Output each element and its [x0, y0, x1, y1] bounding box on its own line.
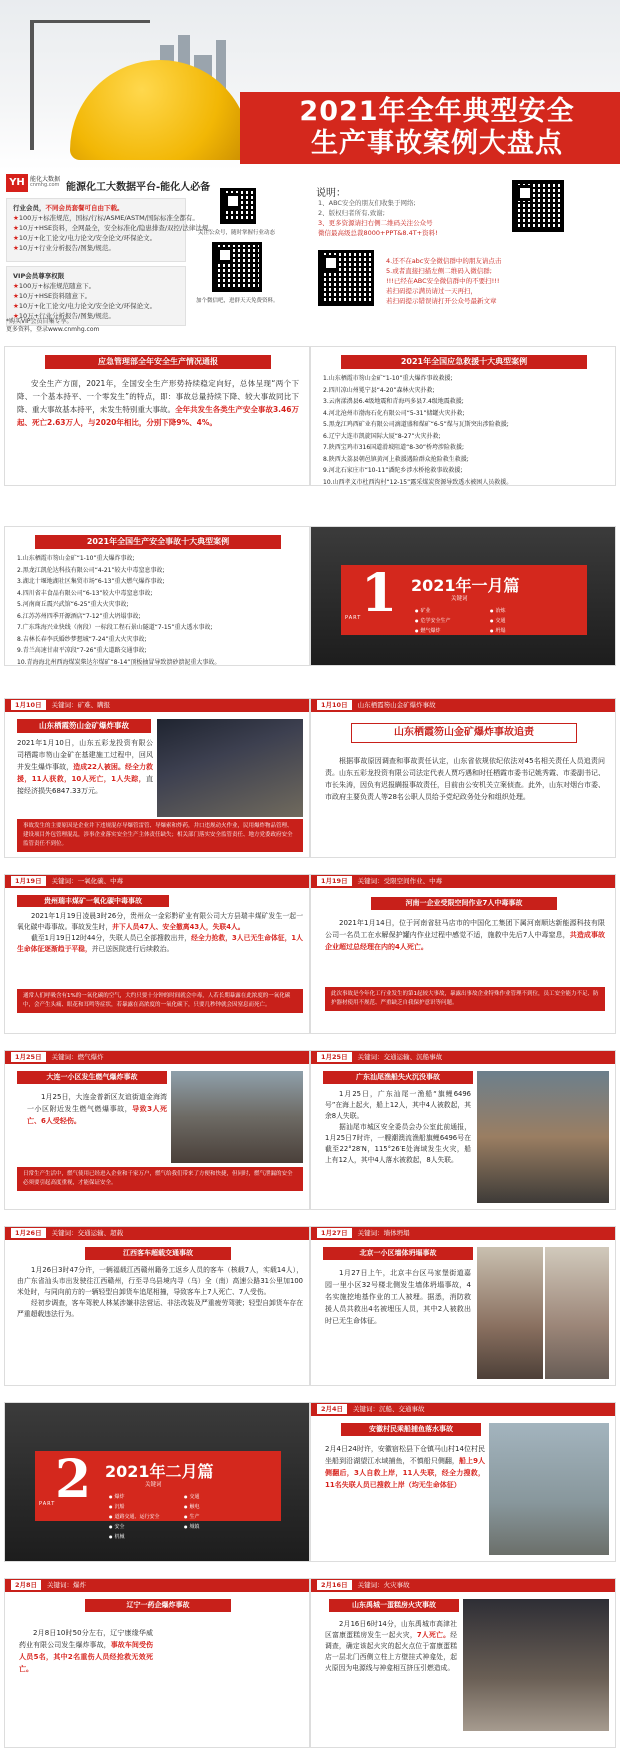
- slide-body: 2021年1月10日，山东五彩龙投资有限公司栖霞市笏山金矿在基建施工过程中，回风井发生爆炸事故，造成22人被困。经全力救援，11人获救，10人死亡，1人失踪，直接经济损失6847.33万元。: [17, 739, 154, 795]
- banner: [0, 0, 620, 170]
- member-box: [6, 198, 215, 262]
- platform-name: 能源化工大数据平台-能化人必备: [66, 182, 211, 193]
- slide-title: 江西客车超载交通事故: [85, 1247, 231, 1260]
- accident-photo: [171, 1071, 303, 1163]
- slide-header: 1月25日 关键词：燃气爆炸: [5, 1051, 309, 1064]
- cover-number: 1: [361, 563, 398, 624]
- slide-header: 1月25日 关键词：交通运输、沉船事故: [311, 1051, 615, 1064]
- slide-body: 1月25日，广东汕尾一渔船“旗鲤6496号”在海上起火，船上12人，其中4人被救起，其余8人失联。 据汕尾市城区安全委员会办公室此前通报，1月25日7时许，一艘潮澳流渔船旗鲤6496号在截至22°28′N，115°26′E处海域发生火灾，船上有12人，其中4人落水被救起，8人失联。: [325, 1090, 471, 1164]
- member-item: ★10万+化工论文/电力论文/安全论文/环保论文。: [13, 234, 157, 242]
- slide-henan-poisoning: [310, 874, 616, 1034]
- page-title: 2021年全年典型安全 生产事故案例大盘点: [299, 96, 575, 159]
- slide-body: 1月26日3时47分许，一辆福载江西赣州籍务工返乡人员的客车（核载7人，实载14人），由广东省汕头市出发驶往江西赣州，行至寻乌县境内寻（乌）全（南）高速公路31公里加100米处时，与同向前方的一辆轻型自卸货车追尾相撞，导致客车上7人死亡、7人受伤。 经初步调查，客车驾驶人林某涉嫌非法营运、非法改装及严重疲劳驾驶；轻型自卸货车存在严重超载违法行为。: [17, 1266, 303, 1318]
- slide-header: 1月19日 关键词：受限空间作业、中毒: [311, 875, 615, 888]
- logo-icon: YH: [6, 174, 28, 192]
- qr-code-icon: [318, 250, 374, 306]
- slide-body: 2月4日24时许，安徽宿松县下仓镇马山村14位村民坐船到沿湖望江水域捕鱼，不慎船只侧翻，船上9人侧翻后，3人自救上岸，11人失联，经全力搜救，11名失联人员已搜救上岸（均无生命体征）: [325, 1445, 486, 1489]
- qr1-caption: 关注公众号，随时掌握行业动态: [198, 230, 276, 236]
- accident-photo: [463, 1599, 609, 1731]
- case-list: 1.山东栖霞市笏山金矿“1-10”重大爆炸事故; 2.黑龙江凯伦达科技有限公司“4-21”较大中毒窒息事故; 3.湖北十堰地湖社区集贸市场“6-13”重大燃气爆炸事故; 4.四川省丰食品有限公司“6-13”较大中毒窒息事故; 5.河南商丘震兴武馆“6-25”重大火灾事故; 6.江苏苏州四季开源酒店“7-12”重大坍塌事故; 7.广东珠海兴业快线（南段）一标段工程石景山隧道“7-15”重大透水事故; 8.吉林长春李氏婚纱梦想城“7-24”重大火灾事故; 9.青兰高速甘肃平凉段“7-26”重大道路交通事故; 10.青海海北州西海煤炭柴达尔煤矿“8-14”顶板抽冒导致溃砂溃泥重大事故。: [17, 555, 221, 666]
- vip-item: ★10万+行业分析报告/图集/规范。: [13, 312, 115, 320]
- slide-header: 2月4日 关键词：沉船、交通事故: [311, 1403, 615, 1416]
- notice-lines-2: 4.还不在abc安全微信群中的朋友请点击 5.或者直接扫描左侧二维码入微信群; !!!已经在ABC安全微信群中的不要扫!!! 若扫码提示满员请过一天再扫， 若扫码提示错误请打开公众号最新文章: [386, 257, 502, 305]
- slide-body: 2021年1月14日，位于河南省驻马店市的中国化工集团下属河南顺达新能源科技有限公司一名员工在水解保护罐内作业过程中感觉不适，施救中先后7人中毒窒息，共造成事故企业超过总经理在内的4人死亡。: [325, 919, 606, 951]
- crane-graphic: [30, 20, 34, 150]
- slide-note: 通常人们呼吸含有1%的一氧化碳的空气，大约只要十分钟的时间就会中毒，人若长期暴露在此浓度的一氧化碳中，会产生头痛、眼花和耳鸣等症状，若暴露在高浓度的一氧化碳下，只要几秒钟就会因窒息而死亡。: [17, 989, 303, 1013]
- vip-item: ★10万+HSE资料随意下。: [13, 292, 92, 300]
- slide-header: 1月26日 关键词：交通运输、超载: [5, 1227, 309, 1240]
- slide-note: 此次事故是今年化工行业发生的第1起较大事故，暴露出事故企业特殊作业管理不到位，员工安全能力不足、防护器材使用不规范、严重缺乏自我保护意识等问题。: [325, 987, 605, 1011]
- vip-title: VIP会员尊享权限: [13, 272, 65, 280]
- slide-title: 贵州瑞丰煤矿一氧化碳中毒事故: [17, 895, 169, 907]
- slide-yucheng-fire: [310, 1578, 616, 1748]
- cover-number: 2: [55, 1449, 92, 1510]
- notice-title: 说明：: [316, 188, 346, 199]
- slide-body: 2月8日10时50分左右，辽宁康缘华威药业有限公司发生爆炸事故，事故车间受伤人员5名，其中2名重伤人员经抢救无效死亡。: [19, 1629, 154, 1673]
- slide-title: 山东禹城一蛋糕房火灾事故: [329, 1599, 459, 1612]
- case-list: 1.山东栖霞市笏山金矿“1-10”重大爆炸事故救援; 2.四川凉山州冕宁县“4-20”森林火灾扑救; 3.云南漾濞县6.4级地震和青海玛多县7.4级地震救援; 4.河北沧州市渤海石化有限公司“5-31”储罐火灾扑救; 5.黑龙江鸡西矿业有限公司滴道盛和煤矿“6-5”煤与瓦斯突出涉险救援; 6.辽宁大连市凯旋国际大厦“8-27”火灾扑救; 7.陕西宝鸡市316国道滑坡阻道“8-30”桥垮涉险救援; 8.陕西大荔县朝邑镇黄河上救援遇险群众抢险救生救援; 9.河北石家庄市“10-11”潘陀乡涉水桥抢救事故救援; 10.山西孝义市杜西沟村“12-15”露采煤炭资源导致透水被困人员救援。: [323, 375, 513, 486]
- info-section: [0, 170, 620, 333]
- accident-photo: [477, 1071, 609, 1203]
- slide-title: 大连一小区发生燃气爆炸事故: [17, 1071, 167, 1084]
- qr-code-icon: [220, 188, 256, 224]
- slide-body: 安全生产方面，2021年，全国安全生产形势持续稳定向好，总体呈现“两个下降、一个基本持平、一个零发生”的特点，即：事故总量持续下降、较大事故同比下降、重大事故基本持平，未发生特别重大事故。全年共发生各类生产安全事故3.46万起、死亡2.63万人，与2020年相比，分别下降9%、4%。: [17, 379, 299, 427]
- slide-header: 1月19日 关键词：一氧化碳、中毒: [5, 875, 309, 888]
- member-item: ★10万+HSE资料，全网最全，安全标准化/隐患排查/双控/法律法规。: [13, 224, 215, 232]
- slide-body: 1月25日，大连金普新区友谊街道金海湾一小区附近发生燃气燃爆事故，导致3人死亡、6人受轻伤。: [27, 1093, 168, 1125]
- member-item: ★10万+行业分析报告/图集/规范。: [13, 244, 115, 252]
- member-title: 行业会员，不同会员套餐可自由下载。: [13, 204, 124, 212]
- slide-title: 2021年全国应急救援十大典型案例: [341, 355, 587, 369]
- slide-gold-mine: [4, 698, 310, 858]
- slide-title: 北京一小区墙体坍塌事故: [323, 1247, 473, 1260]
- accident-photo: [545, 1247, 609, 1379]
- slide-liaoning-pharma: [4, 1578, 310, 1748]
- qr2-caption: 加个微信吧，进群天天免费资料。: [196, 298, 279, 304]
- vip-note: *购买VIP会员自集专享。: [6, 318, 73, 325]
- slide-title: 山东栖霞笏山金矿爆炸事故追责: [351, 723, 577, 743]
- cover-title: 2021年二月篇: [105, 1462, 214, 1481]
- slide-title: 2021年全国生产安全事故十大典型案例: [35, 535, 281, 549]
- slide-body: 根据事故原因调查和事故责任认定，山东省依规依纪依法对45名相关责任人员追责问责。山东五彩龙投资有限公司法定代表人贾巧遇和时任栖霞市委书记姚秀霞、市委副书记、市长朱涛，因负有迟报瞒报事故责任，目前由公安机关立案侦查。此外，山东对烟台市委、市政府主要负责人等28名公职人员给予党纪政务处分和组织处理。: [325, 757, 605, 801]
- cover-keyword-label: 关键词: [451, 596, 468, 602]
- slide-title: 山东栖霞笏山金矿爆炸事故: [17, 719, 151, 733]
- accident-photo: [157, 719, 303, 817]
- slide-gold-mine-accountability: [310, 698, 616, 858]
- slide-beijing-wall: [310, 1226, 616, 1386]
- cover-part: PART: [345, 615, 362, 621]
- slide-body: 2月16日6时14分，山东禹城市高津社区富康蛋糕房发生一起火灾，7人死亡。经调查，确定该起火灾的起火点位于富康蛋糕店一层北门西侧立柱上方壁挂式神龛处，起火原因为电源线与神龛相互挤压引燃造成。: [325, 1620, 458, 1672]
- cover-title: 2021年一月篇: [411, 576, 520, 595]
- qr-code-icon: [512, 180, 564, 232]
- slide-note: 事故发生的主要原因是企业井下违规混存导爆管雷管、导爆索和炸药，井口违规动火作业，民用爆炸物品管理、建设项目外包管理混乱，涉事企业落实安全生产主体责任缺失；相关部门落实安全监管责任、地方党委政府安全监管责任不到位。: [17, 819, 303, 852]
- slide-report: [4, 346, 310, 486]
- cover-keywords: ● 矿业● 冶炼 ● 危学安全生产● 交通 ● 燃气爆炸● 坍塌: [415, 605, 580, 635]
- slide-note: 日常生产生活中，燃气使用已经进入企业和千家万户，燃气给我们带来了方便和快捷，但同时，燃气泄漏的安全必须要引起高度重视，才能保证安全。: [17, 1167, 303, 1191]
- slide-title: 广东汕尾渔船失火沉没事故: [323, 1071, 473, 1084]
- slide-anhui-boat: [310, 1402, 616, 1562]
- slide-rescue-cases: [310, 346, 616, 486]
- cover-keywords: ● 爆炸● 交通 ● 沉船● 触电 ● 道路交通、运行安全● 生产 ● 安全● 城镇 ● 机械: [109, 1491, 274, 1541]
- slide-body: 2021年1月19日凌晨3时26分，贵州众一金彩黔矿业有限公司大方县瑞丰煤矿发生一起一氧化碳中毒事故。事故发生时，井下人员47人、安全撤离43人，失联4人。 截至1月19日12时44分，失联人员已全部搜救出井，经全力抢救，3人已无生命体征，1人生命体征逐渐趋于平稳，并已送医院进行后续救治。: [17, 912, 303, 953]
- slide-jiangxi-bus: [4, 1226, 310, 1386]
- slide-header: 1月10日 山东栖霞笏山金矿爆炸事故: [311, 699, 615, 712]
- slide-shanwei-fishing-boat: [310, 1050, 616, 1210]
- logo-url: cnmhg.com: [30, 182, 60, 188]
- slide-title: 应急管理部全年安全生产情况通报: [45, 355, 271, 369]
- more-link[interactable]: 更多资料，登录www.cnmhg.com: [6, 326, 100, 333]
- slide-title: 辽宁一药企爆炸事故: [85, 1599, 231, 1612]
- vip-item: ★100万+标准规范随意下。: [13, 282, 96, 290]
- vip-item: ★10万+化工论文/电力论文/安全论文/环保论文。: [13, 302, 157, 310]
- accident-photo: [477, 1247, 543, 1379]
- slide-coal-mine-co: [4, 874, 310, 1034]
- cover-keyword-label: 关键词: [145, 1482, 162, 1488]
- slide-title: 河南一企业受限空间作业7人中毒事故: [371, 897, 557, 910]
- cover-february: [4, 1402, 310, 1562]
- qr-code-icon: [212, 242, 262, 292]
- slide-title: 安徽村民乘船捕鱼落水事故: [341, 1423, 481, 1436]
- slide-header: 2月8日 关键词：爆炸: [5, 1579, 309, 1592]
- slide-dalian-gas: [4, 1050, 310, 1210]
- cover-part: PART: [39, 1501, 56, 1507]
- slide-accident-cases: [4, 526, 310, 666]
- slide-header: 2月16日 关键词：火灾事故: [311, 1579, 615, 1592]
- slide-header: 1月27日 关键词：墙体坍塌: [311, 1227, 615, 1240]
- slide-body: 1月27日上午，北京丰台区马家堡街道嘉园一里小区32号楼北侧发生墙体坍塌事故，4名实施挖地基作业的工人被埋。据悉，消防救援人员共救出4名被埋压人员，其中2人被救出时已无生命体征。: [325, 1269, 471, 1325]
- accident-photo: [489, 1423, 609, 1555]
- slide-header: 1月10日 关键词：矿难、瞒报: [5, 699, 309, 712]
- cover-january: [310, 526, 616, 666]
- notice-lines: 1、ABC安全的朋友们收集于网络; 2、版权归者所有,致谢; 3、更多资源请扫右侧二维码关注公众号 微信最高级总裁8000+PPT&8.4T+资料!: [318, 199, 438, 237]
- member-item: ★100万+标准规范，国标/行标/ASME/ASTM/国际标准全都有。: [13, 214, 199, 222]
- logo-text: 能化大数据: [30, 176, 61, 183]
- crane-arm-graphic: [30, 20, 150, 23]
